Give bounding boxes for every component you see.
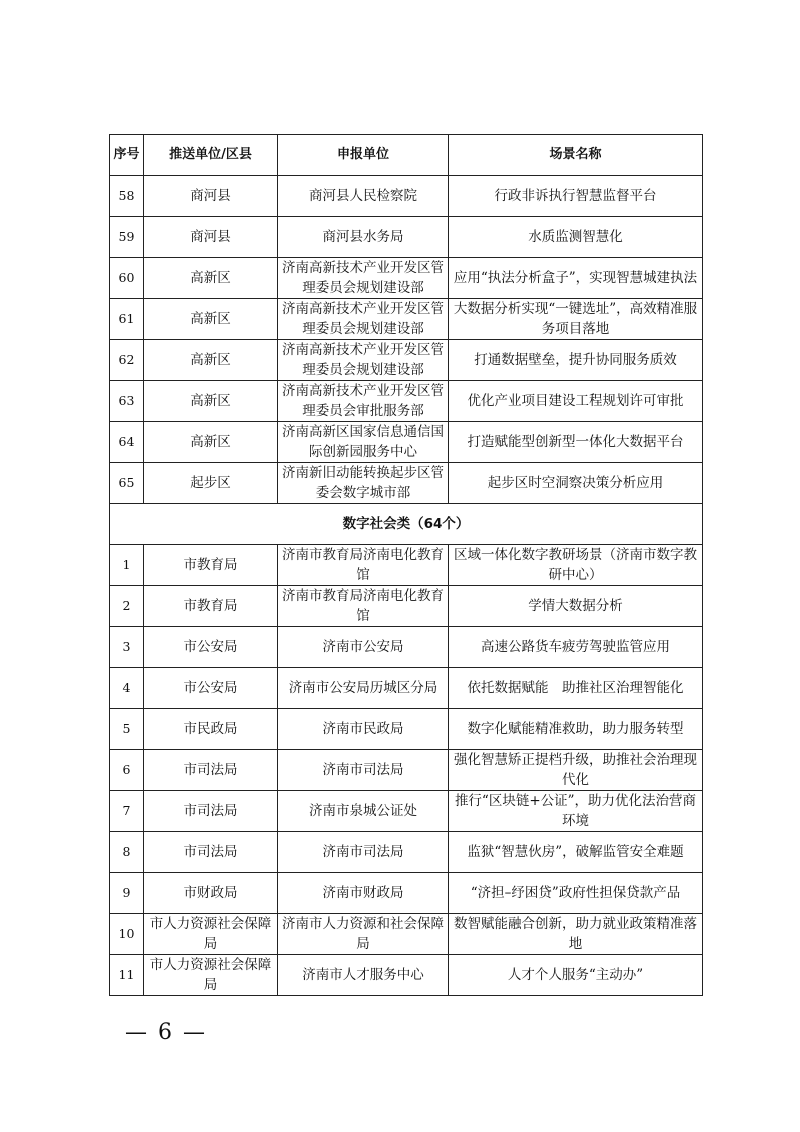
cell-no: 59 bbox=[110, 217, 144, 258]
cell-scene: 水质监测智慧化 bbox=[449, 217, 703, 258]
cell-scene: 起步区时空洞察决策分析应用 bbox=[449, 463, 703, 504]
scene-list-table bbox=[109, 134, 703, 996]
cell-unit: 市司法局 bbox=[144, 791, 278, 832]
cell-unit: 市民政局 bbox=[144, 709, 278, 750]
cell-scene: 依托数据赋能 助推社区治理智能化 bbox=[449, 668, 703, 709]
cell-no: 62 bbox=[110, 340, 144, 381]
cell-applicant: 济南高新区国家信息通信国际创新园服务中心 bbox=[278, 422, 449, 463]
cell-unit: 市人力资源社会保障局 bbox=[144, 955, 278, 996]
cell-no: 3 bbox=[110, 627, 144, 668]
cell-applicant: 济南新旧动能转换起步区管委会数字城市部 bbox=[278, 463, 449, 504]
cell-unit: 市司法局 bbox=[144, 832, 278, 873]
cell-unit: 市公安局 bbox=[144, 627, 278, 668]
cell-unit: 起步区 bbox=[144, 463, 278, 504]
cell-applicant: 济南高新技术产业开发区管理委员会规划建设部 bbox=[278, 299, 449, 340]
cell-no: 9 bbox=[110, 873, 144, 914]
cell-scene: 推行“区块链+公证”，助力优化法治营商环境 bbox=[449, 791, 703, 832]
cell-no: 61 bbox=[110, 299, 144, 340]
cell-no: 10 bbox=[110, 914, 144, 955]
cell-unit: 高新区 bbox=[144, 422, 278, 463]
cell-scene: 学情大数据分析 bbox=[449, 586, 703, 627]
cell-scene: 监狱“智慧伙房”，破解监管安全难题 bbox=[449, 832, 703, 873]
cell-applicant: 济南市财政局 bbox=[278, 873, 449, 914]
cell-scene: 应用“执法分析盒子”，实现智慧城建执法 bbox=[449, 258, 703, 299]
cell-unit: 市教育局 bbox=[144, 586, 278, 627]
table-row bbox=[110, 914, 703, 955]
cell-applicant: 济南高新技术产业开发区管理委员会审批服务部 bbox=[278, 381, 449, 422]
cell-scene: 行政非诉执行智慧监督平台 bbox=[449, 176, 703, 217]
cell-scene: 打通数据壁垒，提升协同服务质效 bbox=[449, 340, 703, 381]
cell-applicant: 商河县水务局 bbox=[278, 217, 449, 258]
page-number: — 6 — bbox=[125, 1020, 207, 1045]
cell-no: 8 bbox=[110, 832, 144, 873]
cell-scene: 高速公路货车疲劳驾驶监管应用 bbox=[449, 627, 703, 668]
cell-scene: 人才个人服务“主动办” bbox=[449, 955, 703, 996]
table-row bbox=[110, 217, 703, 258]
cell-no: 64 bbox=[110, 422, 144, 463]
cell-scene: 区域一体化数字教研场景（济南市数字教研中心） bbox=[449, 545, 703, 586]
table-row bbox=[110, 586, 703, 627]
cell-scene: 强化智慧矫正提档升级，助推社会治理现代化 bbox=[449, 750, 703, 791]
cell-scene: 大数据分析实现“一键选址”，高效精准服务项目落地 bbox=[449, 299, 703, 340]
cell-no: 11 bbox=[110, 955, 144, 996]
cell-unit: 市公安局 bbox=[144, 668, 278, 709]
cell-applicant: 济南市人才服务中心 bbox=[278, 955, 449, 996]
cell-unit: 市教育局 bbox=[144, 545, 278, 586]
table-row bbox=[110, 709, 703, 750]
cell-no: 65 bbox=[110, 463, 144, 504]
cell-unit: 高新区 bbox=[144, 258, 278, 299]
cell-applicant: 济南市公安局 bbox=[278, 627, 449, 668]
cell-applicant: 济南市司法局 bbox=[278, 832, 449, 873]
cell-no: 58 bbox=[110, 176, 144, 217]
header-no: 序号 bbox=[110, 135, 144, 176]
cell-applicant: 济南高新技术产业开发区管理委员会规划建设部 bbox=[278, 258, 449, 299]
cell-no: 1 bbox=[110, 545, 144, 586]
table-row bbox=[110, 381, 703, 422]
header-scene: 场景名称 bbox=[449, 135, 703, 176]
cell-applicant: 济南市司法局 bbox=[278, 750, 449, 791]
cell-applicant: 济南市民政局 bbox=[278, 709, 449, 750]
table-row bbox=[110, 791, 703, 832]
table-row bbox=[110, 340, 703, 381]
cell-scene: 数智赋能融合创新，助力就业政策精准落地 bbox=[449, 914, 703, 955]
table-row bbox=[110, 463, 703, 504]
header-unit: 推送单位/区县 bbox=[144, 135, 278, 176]
table-row bbox=[110, 832, 703, 873]
cell-no: 63 bbox=[110, 381, 144, 422]
cell-unit: 市司法局 bbox=[144, 750, 278, 791]
cell-scene: 数字化赋能精准救助，助力服务转型 bbox=[449, 709, 703, 750]
cell-applicant: 济南高新技术产业开发区管理委员会规划建设部 bbox=[278, 340, 449, 381]
cell-no: 2 bbox=[110, 586, 144, 627]
table-row bbox=[110, 955, 703, 996]
cell-scene: 打造赋能型创新型一体化大数据平台 bbox=[449, 422, 703, 463]
table-row bbox=[110, 627, 703, 668]
cell-unit: 市财政局 bbox=[144, 873, 278, 914]
cell-unit: 商河县 bbox=[144, 176, 278, 217]
cell-applicant: 济南市人力资源和社会保障局 bbox=[278, 914, 449, 955]
cell-no: 5 bbox=[110, 709, 144, 750]
header-applicant: 申报单位 bbox=[278, 135, 449, 176]
cell-applicant: 济南市教育局济南电化教育馆 bbox=[278, 545, 449, 586]
cell-no: 6 bbox=[110, 750, 144, 791]
cell-applicant: 济南市教育局济南电化教育馆 bbox=[278, 586, 449, 627]
cell-unit: 高新区 bbox=[144, 340, 278, 381]
cell-no: 4 bbox=[110, 668, 144, 709]
table-row bbox=[110, 873, 703, 914]
table-row bbox=[110, 299, 703, 340]
table-row bbox=[110, 258, 703, 299]
cell-applicant: 商河县人民检察院 bbox=[278, 176, 449, 217]
cell-scene: 优化产业项目建设工程规划许可审批 bbox=[449, 381, 703, 422]
cell-no: 60 bbox=[110, 258, 144, 299]
cell-unit: 市人力资源社会保障局 bbox=[144, 914, 278, 955]
cell-applicant: 济南市公安局历城区分局 bbox=[278, 668, 449, 709]
table-row bbox=[110, 545, 703, 586]
cell-unit: 高新区 bbox=[144, 381, 278, 422]
cell-unit: 高新区 bbox=[144, 299, 278, 340]
section-row bbox=[110, 504, 703, 545]
table-header-row bbox=[110, 135, 703, 176]
table-row bbox=[110, 750, 703, 791]
table-row bbox=[110, 422, 703, 463]
cell-no: 7 bbox=[110, 791, 144, 832]
cell-unit: 商河县 bbox=[144, 217, 278, 258]
cell-scene: “济担–纾困贷”政府性担保贷款产品 bbox=[449, 873, 703, 914]
cell-applicant: 济南市泉城公证处 bbox=[278, 791, 449, 832]
table-row bbox=[110, 176, 703, 217]
section-title: 数字社会类（64个） bbox=[110, 504, 703, 545]
table-row bbox=[110, 668, 703, 709]
